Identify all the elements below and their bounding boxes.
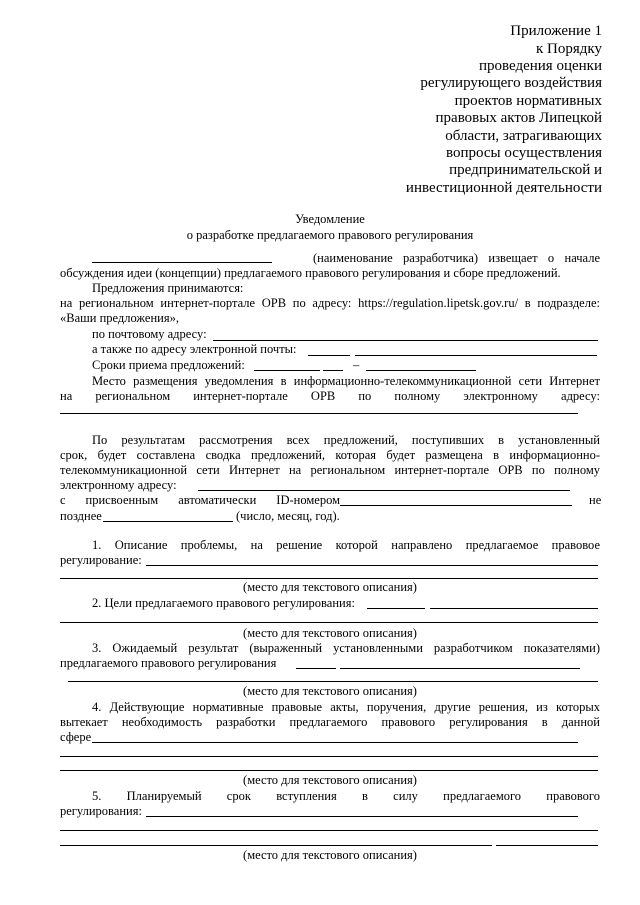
id-number-field[interactable] [340,505,572,506]
item-1-field[interactable] [146,565,598,566]
summary-text: срок, будет составлена сводка предложений, которая будет размещена в информационно- [60,448,600,462]
portal-address: на региональном интернет-портале ОРВ по адресу: https://regulation.lipetsk.gov.ru/ в подразделе: [60,296,600,310]
appendix-line: правовых актов Липецкой [435,110,602,126]
appendix-line: вопросы осуществления [446,145,602,161]
postal-address-field[interactable] [213,340,598,341]
item-3-text: 3. Ожидаемый результат (выраженный установленными разработчиком показателями) [92,641,600,655]
intro-text: обсуждения идеи (концепции) предлагаемого правового регулирования и сборе предложений. [60,266,561,280]
appendix-line: области, затрагивающих [445,128,602,144]
item-2-field[interactable] [430,608,598,609]
item-4-placeholder: (место для текстового описания) [243,773,417,787]
email-field-part2[interactable] [355,355,597,356]
summary-text: не [589,493,602,507]
item-5-field[interactable] [60,845,492,846]
email-field-part1[interactable] [308,355,350,356]
item-3-placeholder: (место для текстового описания) [243,684,417,698]
item-3-field[interactable] [68,681,598,682]
item-4-field[interactable] [92,742,578,743]
item-5-field[interactable] [496,845,598,846]
item-5-text: регулирования: [60,804,142,818]
deadline-label: Сроки приема предложений: [92,358,245,372]
item-2-text: 2. Цели предлагаемого правового регулирования: [92,596,355,610]
document-title: Уведомление [295,212,365,226]
date-field[interactable] [103,521,233,522]
item-3-field[interactable] [296,668,336,669]
item-1-field[interactable] [60,578,598,579]
summary-url-field[interactable] [198,490,570,491]
item-1-placeholder: (место для текстового описания) [243,580,417,594]
postal-address-label: по почтовому адресу: [92,327,207,341]
summary-text: По результатам рассмотрения всех предложений, поступивших в установленный [92,433,600,447]
appendix-line: предпринимательской и [449,162,602,178]
item-1-text: регулирование: [60,553,142,567]
appendix-line: проектов нормативных [454,93,602,109]
deadline-start-field-b[interactable] [323,370,343,371]
item-1-text: 1. Описание проблемы, на решение которой направлено предлагаемое правовое [92,538,600,552]
item-4-field[interactable] [60,756,598,757]
deadline-start-field[interactable] [254,370,320,371]
placement-text: Место размещения уведомления в информационно-телекоммуникационной сети Интернет [92,374,600,388]
appendix-line: к Порядку [536,41,602,57]
id-number-label: с присвоенным автоматически ID-номером [60,493,340,507]
proposals-accepted: Предложения принимаются: [92,281,244,295]
deadline-dash: – [353,358,360,372]
email-label: а также по адресу электронной почты: [92,342,297,356]
appendix-line: проведения оценки [478,58,602,74]
item-4-text: 4. Действующие нормативные правовые акты, поручения, другие решения, из которых [92,700,600,714]
deadline-end-field[interactable] [366,370,476,371]
item-2-field[interactable] [60,622,598,623]
placement-url-field[interactable] [60,413,578,414]
appendix-line: Приложение 1 [510,23,602,39]
item-4-field[interactable] [60,770,598,771]
item-4-text: вытекает необходимость разработки предлагаемого правового регулирования в данной [60,715,600,729]
item-5-field[interactable] [60,830,598,831]
item-2-field[interactable] [367,608,425,609]
summary-text: телекоммуникационной сети Интернет на региональном интернет-портале ОРВ по полному [60,463,600,477]
developer-name-field[interactable] [92,262,272,263]
item-5-field[interactable] [146,816,578,817]
appendix-line: регулирующего воздействия [420,75,602,91]
document-subtitle: о разработке предлагаемого правового регулирования [186,228,474,242]
date-hint: (число, месяц, год). [236,509,340,523]
item-5-text: 5. Планируемый срок вступления в силу предлагаемого правового [92,789,600,803]
intro-text: (наименование разработчика) извещает о начале [313,251,600,265]
placement-text: на региональном интернет-портале ОРВ по полному электронному адресу: [60,389,600,403]
appendix-line: инвестиционной деятельности [405,180,602,196]
item-3-text: предлагаемого правового регулирования [60,656,277,670]
item-5-placeholder: (место для текстового описания) [243,848,417,862]
date-label: позднее [60,509,102,523]
summary-text: электронному адресу: [60,478,177,492]
portal-section: «Ваши предложения», [60,311,179,325]
item-4-text: сфере [60,730,92,744]
item-2-placeholder: (место для текстового описания) [243,626,417,640]
item-3-field[interactable] [340,668,580,669]
